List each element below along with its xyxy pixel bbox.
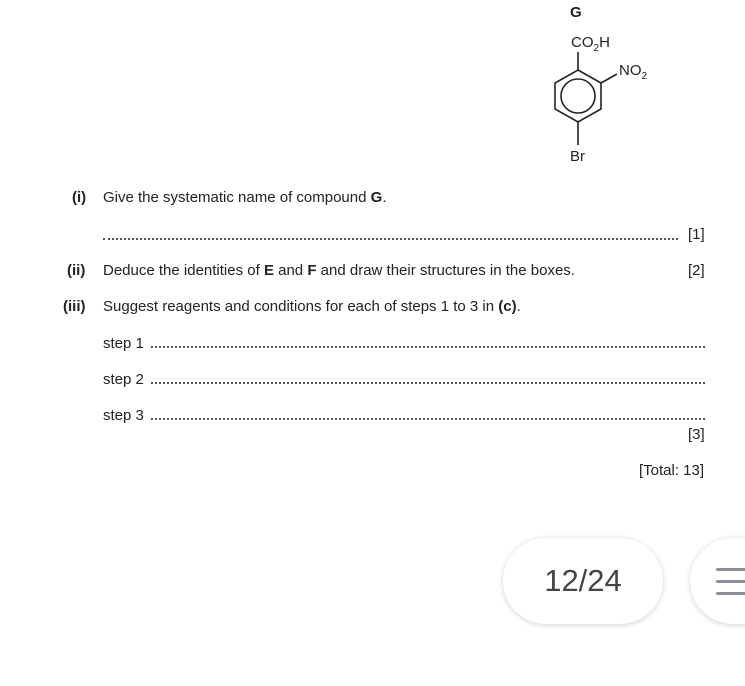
compound-g-structure xyxy=(520,0,680,175)
hamburger-menu-icon[interactable] xyxy=(690,538,745,624)
q2-text-b: and xyxy=(273,262,308,279)
question-iii-number: (iii) xyxy=(63,298,86,315)
q3-text-a: Suggest reagents and conditions for each of steps 1 to 3 in xyxy=(103,298,499,315)
nitro-sub: 2 xyxy=(641,71,648,82)
step-2-answer-line[interactable] xyxy=(151,382,705,384)
step-3-label: step 3 xyxy=(103,407,144,424)
mark-ii: [2] xyxy=(688,262,705,279)
carboxyl-h: H xyxy=(599,34,610,51)
step-1-answer-line[interactable] xyxy=(151,346,705,348)
q2-text-a: Deduce the identities of xyxy=(103,262,264,279)
q1-text-b: . xyxy=(382,189,387,206)
benzene-ring-drawing xyxy=(520,0,680,175)
question-ii-number: (ii) xyxy=(67,262,86,279)
carboxyl-co: CO xyxy=(571,34,594,51)
q3-text-b: . xyxy=(516,298,521,315)
step-2-label: step 2 xyxy=(103,371,144,388)
bromo-group-label: Br xyxy=(570,148,585,165)
q1-text-a: Give the systematic name of compound xyxy=(103,189,371,206)
mark-iii: [3] xyxy=(688,426,705,443)
compound-label: G xyxy=(570,4,582,21)
nitro-no: NO xyxy=(619,62,642,79)
step-1-label: step 1 xyxy=(103,335,144,352)
answer-line-i[interactable] xyxy=(103,238,678,240)
question-i-number: (i) xyxy=(72,189,87,206)
q1-bold: G xyxy=(370,189,383,206)
q3-bold: (c) xyxy=(498,298,517,315)
mark-i: [1] xyxy=(688,226,705,243)
q2-bold-f: F xyxy=(307,262,317,279)
carboxyl-sub: 2 xyxy=(593,43,600,54)
q2-text-c: and draw their structures in the boxes. xyxy=(316,262,575,279)
menu-bar-middle xyxy=(716,580,745,583)
question-iii-text xyxy=(103,298,521,316)
page-indicator[interactable] xyxy=(503,538,663,624)
page-number: 12/24 xyxy=(544,563,622,598)
question-i-text xyxy=(103,189,386,207)
menu-bar-top xyxy=(716,568,745,571)
q2-bold-e: E xyxy=(263,262,274,279)
question-ii-text xyxy=(103,262,575,280)
total-marks: [Total: 13] xyxy=(639,462,705,479)
menu-bar-bottom xyxy=(716,592,745,595)
step-3-answer-line[interactable] xyxy=(151,418,705,420)
